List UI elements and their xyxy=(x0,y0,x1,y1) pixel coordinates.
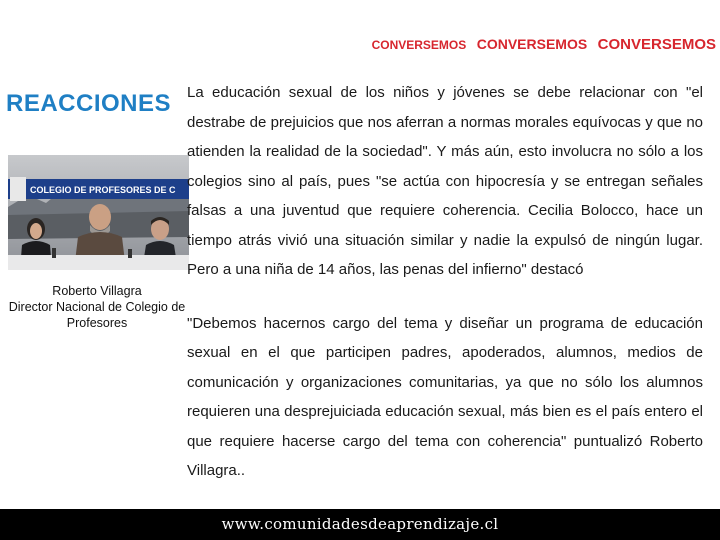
header-word: CONVERSEMOS xyxy=(476,36,588,52)
article-paragraph: "Debemos hacernos cargo del tema y diseñar un programa de educación sexual en el que participen padres, apoderados, alumnos, medios de comunicación y organizaciones comunitarias, ya que no sólo los alumnos requieren una desprejuiciada educación sexual, más bien es el país entero el que requiere hacerse cargo del tema con coherencia" puntualizó Roberto Villagra.. xyxy=(187,314,703,479)
caption-name: Roberto Villagra xyxy=(52,284,142,298)
footer-bar xyxy=(0,509,720,540)
header-word: CONVERSEMOS xyxy=(597,36,716,53)
footer-url: www.comunidadesdeaprendizaje.cl xyxy=(221,515,499,533)
press-conference-photo xyxy=(8,155,189,270)
photo-banner-text: COLEGIO DE PROFESORES DE C xyxy=(30,185,176,195)
section-title: REACCIONES xyxy=(6,90,172,117)
article-paragraph: La educación sexual de los niños y jóvenes se debe relacionar con "el destrabe de prejuicios que nos aferran a normas morales equívocas y que no atienden la realidad de la sociedad". Y más aún, esto involucra no sólo a los colegios sino al país, pues "se actúa con hipocresía y se entregan señales falsas a una juventud que requiere coherencia. Cecilia Bolocco, hace un tiempo atrás vivió una situación similar y nadie la expulsó de ningún lugar. Pero a una niña de 14 años, las penas del infierno" destacó xyxy=(187,84,703,278)
article-body xyxy=(187,78,703,486)
photo-caption xyxy=(4,283,190,331)
header-conversemos xyxy=(366,36,716,54)
header-word: CONVERSEMOS xyxy=(371,38,467,52)
caption-role: Director Nacional de Colegio de Profesores xyxy=(8,300,186,330)
